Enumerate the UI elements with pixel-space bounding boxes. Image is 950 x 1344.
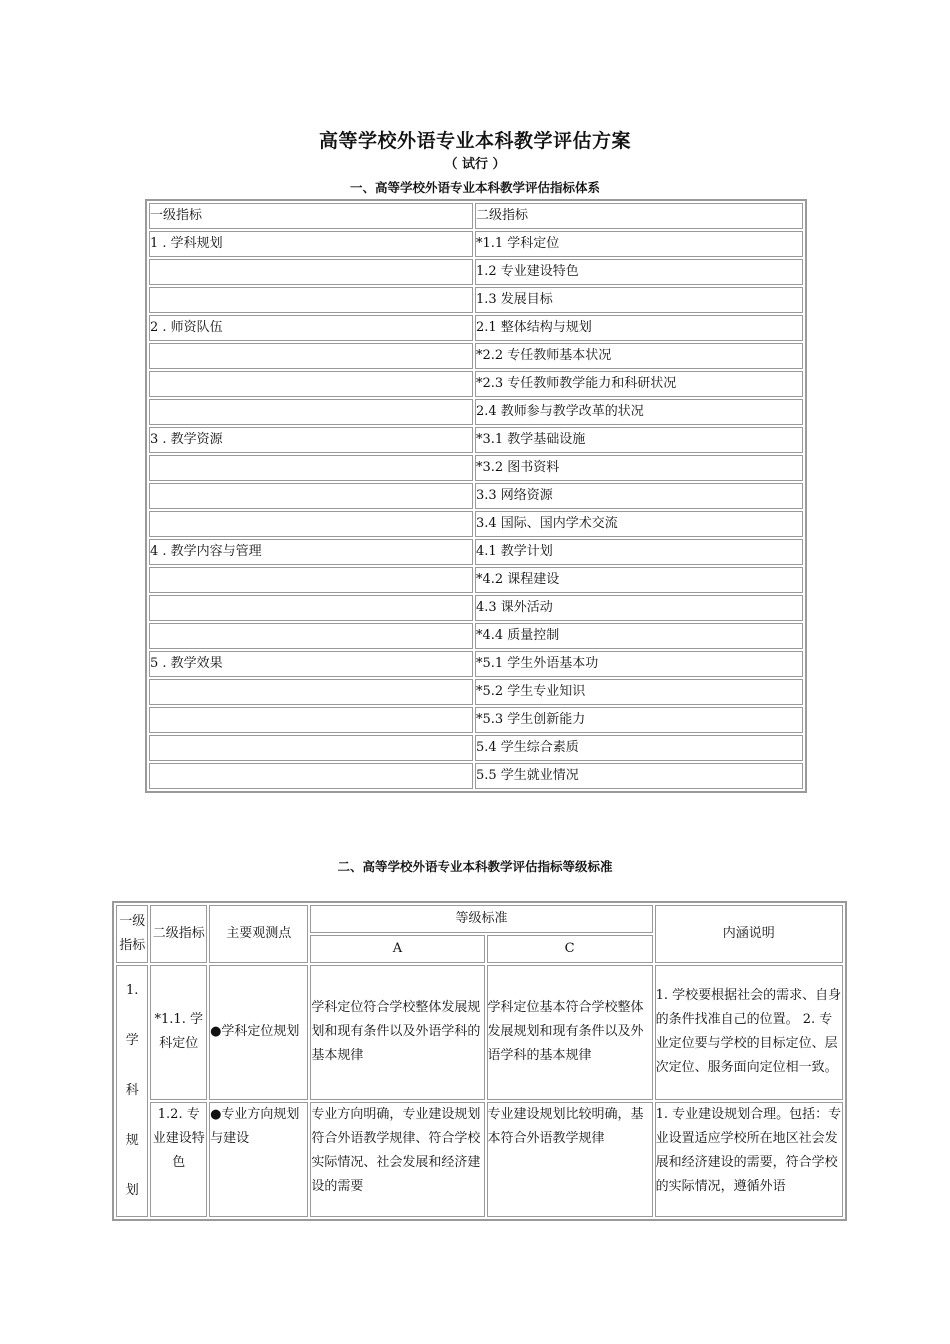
table-row <box>149 679 803 705</box>
header-grade-standard: 等级标准 <box>310 905 652 933</box>
table-row <box>149 483 803 509</box>
header-grade-c: C <box>487 935 653 963</box>
table-row <box>149 455 803 481</box>
table-row <box>149 315 803 341</box>
table-row <box>149 511 803 537</box>
level2-indicator: *2.3 专任教师教学能力和科研状况 <box>475 371 803 397</box>
table-row <box>149 399 803 425</box>
table-row <box>116 965 843 1100</box>
level1-indicator <box>149 399 473 425</box>
level1-indicator <box>149 455 473 481</box>
explanation: 1. 学校要根据社会的需求、自身的条件找准自己的位置。 2. 专业定位要与学校的目标定位、层次定位、服务面向定位相一致。 <box>655 965 843 1100</box>
level2-indicator: *3.2 图书资料 <box>475 455 803 481</box>
level2-indicator: *5.3 学生创新能力 <box>475 707 803 733</box>
table-row <box>149 343 803 369</box>
table-row <box>149 427 803 453</box>
level2-indicator: *3.1 教学基础设施 <box>475 427 803 453</box>
observation-point: ●专业方向规划与建设 <box>209 1102 308 1217</box>
document-title: 高等学校外语专业本科教学评估方案 <box>318 130 631 152</box>
header-observation-point: 主要观测点 <box>209 905 308 963</box>
indicator-system-table <box>145 199 807 793</box>
level1-indicator <box>149 679 473 705</box>
explanation: 1. 专业建设规划合理。包括：专业设置适应学校所在地区社会发展和经济建设的需要，符合学校的实际情况，遵循外语 <box>655 1106 842 1194</box>
table-row <box>149 371 803 397</box>
table-row <box>149 595 803 621</box>
level2-indicator: 2.4 教师参与教学改革的状况 <box>475 399 803 425</box>
observation-point: ●学科定位规划 <box>209 965 308 1100</box>
grade-c-standard: 学科定位基本符合学校整体发展规划和现有条件以及外语学科的基本规律 <box>487 965 653 1100</box>
level1-indicator: 3 . 教学资源 <box>149 427 473 453</box>
table-row <box>149 651 803 677</box>
table-row <box>149 707 803 733</box>
grade-c-standard: 专业建设规划比较明确，基本符合外语教学规律 <box>487 1102 653 1217</box>
section-one-title: 一、高等学校外语专业本科教学评估指标体系 <box>349 180 600 195</box>
table-row <box>149 259 803 285</box>
level1-char: 规 <box>125 1133 139 1148</box>
level1-indicator <box>149 595 473 621</box>
level2-indicator: *4.4 质量控制 <box>475 623 803 649</box>
level1-indicator <box>149 371 473 397</box>
table-row <box>149 567 803 593</box>
header-grade-a: A <box>310 935 484 963</box>
level1-indicator: 5 . 教学效果 <box>149 651 473 677</box>
header-level1: 一级指标 <box>116 905 148 963</box>
table-header-row <box>116 905 843 933</box>
level1-indicator: 4 . 教学内容与管理 <box>149 539 473 565</box>
level1-indicator <box>149 511 473 537</box>
header-level2: 二级指标 <box>150 905 207 963</box>
level1-char: 科 <box>125 1083 139 1098</box>
level1-indicator: 1 . 学科规划 <box>149 231 473 257</box>
level1-indicator-cell <box>116 965 148 1217</box>
level1-indicator: 2 . 师资队伍 <box>149 315 473 341</box>
table-header-row <box>149 203 803 229</box>
level2-indicator: 3.4 国际、国内学术交流 <box>475 511 803 537</box>
table-row <box>149 231 803 257</box>
level2-indicator: 1.2. 专业建设特色 <box>150 1102 207 1217</box>
level2-indicator: *2.2 专任教师基本状况 <box>475 343 803 369</box>
level2-indicator: *1.1 学科定位 <box>475 231 803 257</box>
grade-a-standard: 专业方向明确，专业建设规划符合外语教学规律、符合学校实际情况、社会发展和经济建设的需要 <box>310 1102 484 1217</box>
level1-indicator <box>149 567 473 593</box>
level2-indicator: 2.1 整体结构与规划 <box>475 315 803 341</box>
level1-indicator <box>149 343 473 369</box>
level2-indicator: *5.1 学生外语基本功 <box>475 651 803 677</box>
table-row <box>149 763 803 789</box>
level2-indicator: 4.1 教学计划 <box>475 539 803 565</box>
grade-standard-table <box>112 901 847 1221</box>
level1-indicator <box>149 735 473 761</box>
level2-indicator: 3.3 网络资源 <box>475 483 803 509</box>
level2-indicator: 4.3 课外活动 <box>475 595 803 621</box>
section-two-title: 二、高等学校外语专业本科教学评估指标等级标准 <box>337 859 613 874</box>
header-explanation: 内涵说明 <box>655 905 843 963</box>
level1-char: 学 <box>125 1033 139 1048</box>
table-row <box>149 735 803 761</box>
level2-indicator: 1.2 专业建设特色 <box>475 259 803 285</box>
table-row <box>116 1102 843 1217</box>
explanation-clipped <box>655 1102 843 1217</box>
table-row <box>149 623 803 649</box>
header-level2: 二级指标 <box>475 203 803 229</box>
level2-indicator: 1.3 发展目标 <box>475 287 803 313</box>
level1-indicator <box>149 259 473 285</box>
grade-a-standard: 学科定位符合学校整体发展规划和现有条件以及外语学科的基本规律 <box>310 965 484 1100</box>
level2-indicator: *5.2 学生专业知识 <box>475 679 803 705</box>
level2-indicator: 5.4 学生综合素质 <box>475 735 803 761</box>
level1-indicator <box>149 707 473 733</box>
level1-number: 1. <box>125 983 139 998</box>
level2-indicator: *1.1. 学科定位 <box>150 965 207 1100</box>
header-level1: 一级指标 <box>149 203 473 229</box>
level1-indicator <box>149 483 473 509</box>
level2-indicator: *4.2 课程建设 <box>475 567 803 593</box>
document-subtitle: （ 试行 ） <box>444 157 506 172</box>
table-row <box>149 539 803 565</box>
level1-char: 划 <box>125 1183 139 1198</box>
table-row <box>149 287 803 313</box>
level1-indicator <box>149 287 473 313</box>
level1-indicator <box>149 763 473 789</box>
level1-indicator <box>149 623 473 649</box>
level2-indicator: 5.5 学生就业情况 <box>475 763 803 789</box>
